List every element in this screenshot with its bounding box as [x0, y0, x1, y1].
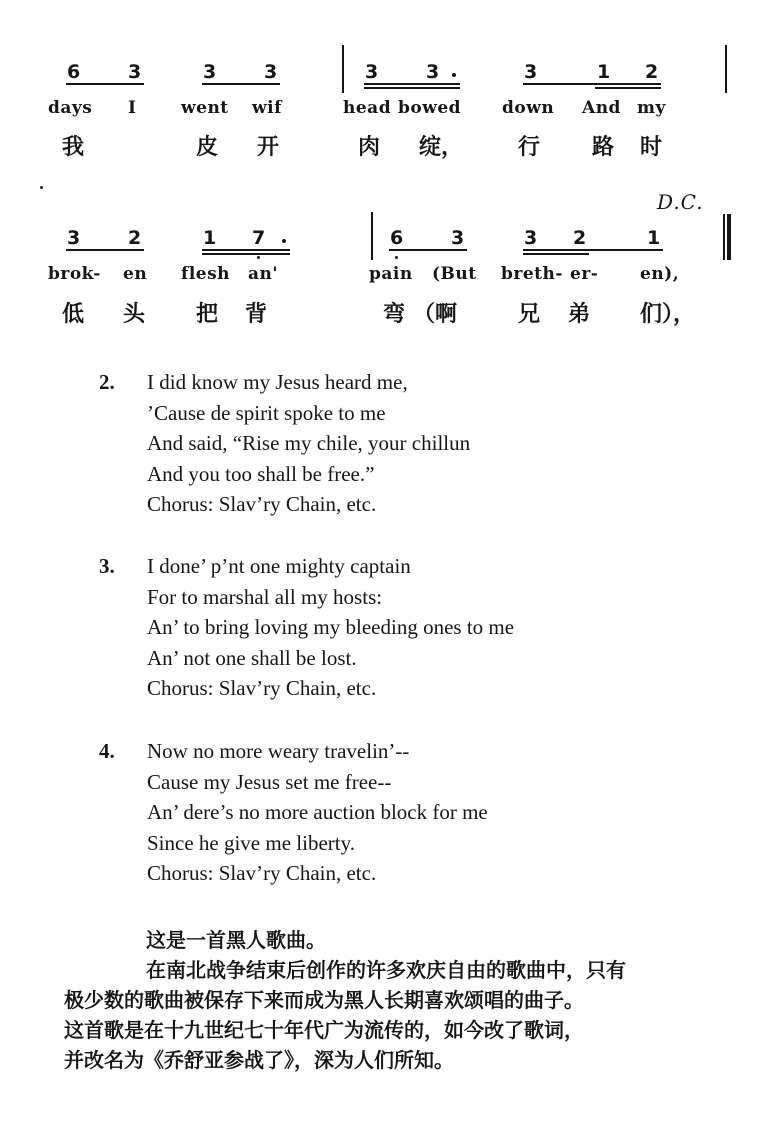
eighth-beam — [202, 83, 280, 85]
lyric-zh: 绽， — [419, 135, 464, 160]
lyric-en: went — [181, 98, 229, 118]
note: 1 — [647, 227, 661, 249]
note: 7 — [252, 227, 266, 249]
verse-number: 4. — [99, 739, 115, 763]
lyric-en: er- — [570, 264, 599, 284]
lyric-en: en), — [640, 264, 680, 284]
lyric-zh: 弯 — [383, 302, 406, 327]
barline — [725, 45, 727, 93]
lyric-en: en — [123, 264, 148, 284]
note: 3 — [128, 61, 142, 83]
note: 1 — [203, 227, 217, 249]
lyric-zh: 皮 — [196, 135, 219, 160]
note: 1 — [597, 61, 611, 83]
da-capo-mark: D.C. — [657, 190, 704, 214]
verse-line: Cause my Jesus set me free-- — [147, 769, 392, 794]
commentary-line: 这首歌是在十九世纪七十年代广为流传的，如今改了歌词， — [64, 1018, 584, 1042]
lyric-zh: 肉 — [358, 135, 381, 160]
note: 3 — [203, 61, 217, 83]
lyric-zh: 行 — [518, 135, 541, 160]
barline — [371, 212, 373, 260]
lyric-zh: 路 — [592, 135, 615, 160]
verse-line: An’ dere’s no more auction block for me — [147, 800, 488, 824]
note: 3 — [451, 227, 465, 249]
verse-chorus-line: Chorus: Slav’ry Chain, etc. — [147, 676, 377, 700]
barline — [342, 45, 344, 93]
lyric-en: breth- — [501, 264, 563, 284]
lower-octave-dot — [257, 256, 260, 259]
note: 2 — [645, 61, 659, 83]
lyric-zh: 弟 — [568, 302, 591, 327]
lyric-en: my — [637, 98, 666, 118]
verse-line: I done’ p’nt one mighty captain — [147, 554, 411, 578]
verse-line: An’ to bring loving my bleeding ones to me — [147, 615, 515, 639]
verse-chorus-line: Chorus: Slav’ry Chain, etc. — [147, 861, 377, 885]
lyric-en: I — [128, 98, 137, 118]
lyric-en: flesh — [181, 264, 231, 284]
lyric-zh: （啊 — [413, 302, 458, 327]
verse-line: ’Cause de spirit spoke to me — [147, 400, 386, 425]
sixteenth-beam — [523, 253, 589, 255]
dotted-note-dot — [282, 239, 286, 243]
commentary-intro: 这是一首黑人歌曲。 — [146, 928, 326, 952]
lyric-en: an' — [248, 264, 279, 284]
eighth-beam — [523, 249, 663, 251]
final-barline-thick — [727, 214, 731, 260]
note: 3 — [67, 227, 81, 249]
sixteenth-beam — [364, 87, 460, 89]
commentary-line: 并改名为《乔舒亚参战了》，深为人们所知。 — [64, 1048, 454, 1072]
lyric-zh: 头 — [123, 302, 146, 327]
eighth-beam — [523, 83, 661, 85]
verse-line: Now no more weary travelin’-- — [147, 739, 410, 763]
eighth-beam — [364, 83, 460, 85]
lyric-en: down — [502, 98, 555, 118]
lyric-zh: 把 — [196, 302, 219, 327]
lyric-en: wif — [252, 98, 282, 118]
lyric-zh: 背 — [245, 302, 268, 327]
verse-number: 2. — [99, 370, 115, 394]
lyric-zh: 们）， — [640, 302, 696, 327]
eighth-beam — [389, 249, 467, 251]
note: 2 — [128, 227, 142, 249]
lyric-en: days — [48, 98, 93, 118]
verse-line: And you too shall be free.” — [147, 461, 375, 486]
commentary-line: 在南北战争结束后创作的许多欢庆自由的歌曲中，只有 — [146, 958, 626, 982]
eighth-beam — [66, 249, 144, 251]
print-speck — [40, 186, 43, 189]
note: 6 — [390, 227, 404, 249]
lyric-en: And — [582, 98, 621, 118]
verse-line: An’ not one shall be lost. — [147, 645, 357, 670]
dotted-note-dot — [452, 73, 456, 77]
commentary — [64, 925, 744, 1075]
note: 2 — [573, 227, 587, 249]
lyric-zh: 我 — [62, 135, 85, 160]
note: 3 — [264, 61, 278, 83]
sixteenth-beam — [202, 253, 290, 255]
lyric-en: brok- — [48, 264, 101, 284]
lyric-en: head — [343, 98, 392, 118]
lyric-en: (But — [432, 264, 477, 284]
verse-number: 3. — [99, 554, 115, 578]
final-barline-thin — [723, 214, 725, 260]
verse-line: For to marshal all my hosts: — [147, 584, 383, 609]
note: 3 — [365, 61, 379, 83]
sixteenth-beam — [595, 87, 661, 89]
lyric-zh: 兄 — [518, 302, 541, 327]
verse-line: Since he give me liberty. — [147, 830, 355, 855]
eighth-beam — [202, 249, 290, 251]
lyric-en: bowed — [398, 98, 462, 118]
lyric-zh: 开 — [257, 135, 280, 160]
note: 3 — [524, 61, 538, 83]
commentary-line: 极少数的歌曲被保存下来而成为黑人长期喜欢颂唱的曲子。 — [64, 988, 584, 1012]
note: 3 — [426, 61, 440, 83]
eighth-beam — [66, 83, 144, 85]
note: 6 — [67, 61, 81, 83]
verse-line: And said, “Rise my chile, your chillun — [147, 431, 471, 455]
lower-octave-dot — [395, 256, 398, 259]
verse-line: I did know my Jesus heard me, — [147, 370, 408, 394]
note: 3 — [524, 227, 538, 249]
lyric-zh: 时 — [640, 135, 663, 160]
lyric-zh: 低 — [62, 302, 85, 327]
verse-chorus-line: Chorus: Slav’ry Chain, etc. — [147, 492, 377, 516]
lyric-en: pain — [369, 264, 413, 284]
